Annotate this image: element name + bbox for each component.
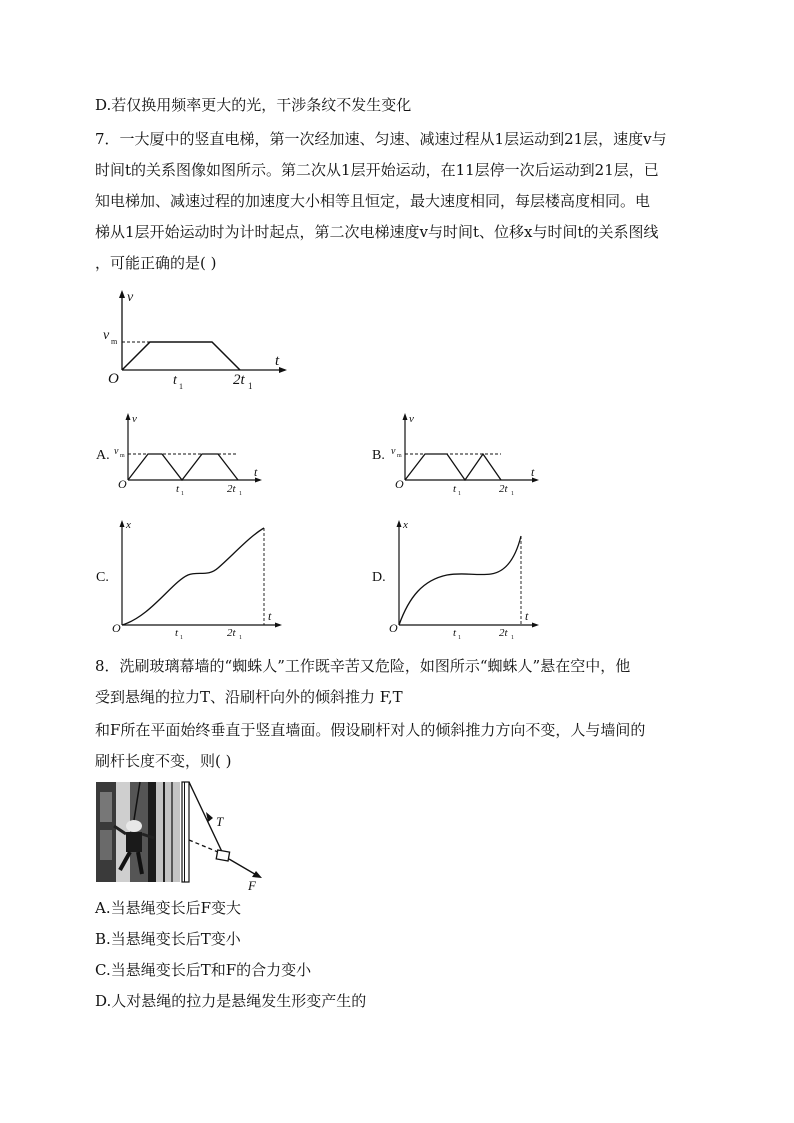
q6-option-d: D.若仅换用频率更大的光，干涉条纹不发生变化 [95, 96, 412, 114]
option-c-xt-graph [110, 512, 290, 642]
svg-text:v: v [114, 446, 119, 457]
svg-text:1: 1 [181, 491, 184, 497]
svg-text:2t: 2t [499, 483, 508, 495]
q8-stem-line-2: 受到悬绳的拉力T、沿刷杆向外的倾斜推力 F,T [95, 688, 403, 706]
spiderman-photo [96, 782, 180, 882]
q8-stem-line-4: 刷杆长度不变，则( ) [95, 752, 232, 770]
svg-text:O: O [389, 621, 398, 635]
force-diagram [180, 782, 280, 892]
2t1-label: 2t [233, 372, 245, 388]
option-c-label: C. [96, 570, 109, 585]
svg-text:1: 1 [511, 635, 514, 641]
svg-text:t: t [453, 483, 457, 495]
t1-label: t [173, 373, 177, 388]
svg-text:O: O [112, 621, 121, 635]
svg-text:t: t [175, 627, 179, 639]
option-b-label: B. [372, 448, 385, 463]
q8-option-c: C.当悬绳变长后T和F的合力变小 [95, 961, 312, 979]
svg-text:1: 1 [239, 635, 242, 641]
svg-text:m: m [120, 453, 125, 459]
option-a-label: A. [96, 448, 110, 463]
v-axis-label: v [127, 290, 134, 305]
origin-label: O [108, 371, 119, 387]
svg-text:t: t [453, 627, 457, 639]
svg-text:t: t [268, 609, 272, 623]
svg-text:2t: 2t [227, 627, 236, 639]
q8-option-a: A.当悬绳变长后F变大 [95, 899, 242, 917]
svg-text:v: v [391, 446, 396, 457]
svg-text:1: 1 [458, 635, 461, 641]
svg-text:t: t [531, 465, 535, 479]
q7-stem-line-5: ，可能正确的是( ) [95, 254, 217, 272]
svg-text:v: v [132, 413, 137, 425]
svg-text:v: v [409, 413, 414, 425]
option-b-vt-graph [387, 410, 547, 500]
force-label: F [248, 878, 256, 893]
q7-stem-line-1: 7．一大厦中的竖直电梯，第一次经加速、匀速、减速过程从1层运动到21层，速度v与 [95, 130, 667, 148]
t-axis-label: t [275, 353, 280, 369]
svg-text:t: t [254, 465, 258, 479]
svg-text:1: 1 [239, 491, 242, 497]
vm-subscript: m [111, 337, 118, 346]
option-a-vt-graph [110, 410, 270, 500]
q7-stem-line-4: 梯从1层开始运动时为计时起点，第二次电梯速度v与时间t、位移x与时间t的关系图线 [95, 223, 659, 241]
svg-text:2t: 2t [499, 627, 508, 639]
q7-stem-line-3: 知电梯加、减速过程的加速度大小相等且恒定，最大速度相同，每层楼高度相同。电 [95, 192, 651, 210]
tension-label: T [216, 814, 224, 829]
q8-option-b: B.当悬绳变长后T变小 [95, 930, 241, 948]
svg-text:1: 1 [458, 491, 461, 497]
option-d-label: D. [372, 570, 386, 585]
svg-text:x: x [126, 519, 131, 531]
svg-text:x: x [403, 519, 408, 531]
svg-text:m: m [397, 453, 402, 459]
svg-text:O: O [395, 477, 404, 491]
svg-text:2t: 2t [227, 483, 236, 495]
svg-text:1: 1 [511, 491, 514, 497]
svg-text:t: t [176, 483, 180, 495]
q7-reference-vt-graph [95, 285, 295, 395]
t1-subscript: 1 [179, 382, 183, 391]
q8-option-d: D.人对悬绳的拉力是悬绳发生形变产生的 [95, 992, 367, 1010]
2t1-subscript: 1 [248, 381, 253, 391]
svg-text:t: t [525, 609, 529, 623]
option-d-xt-graph [387, 512, 567, 642]
q8-stem-line-1: 8．洗刷玻璃幕墙的“蜘蛛人”工作既辛苦又危险，如图所示“蜘蛛人”悬在空中，他 [95, 657, 631, 675]
q7-stem-line-2: 时间t的关系图像如图所示。第二次从1层开始运动，在11层停一次后运动到21层，已 [95, 161, 659, 179]
svg-text:1: 1 [180, 635, 183, 641]
vm-label: v [103, 328, 110, 343]
q8-stem-line-3: 和F所在平面始终垂直于竖直墙面。假设刷杆对人的倾斜推力方向不变，人与墙间的 [95, 721, 646, 739]
svg-text:O: O [118, 477, 127, 491]
